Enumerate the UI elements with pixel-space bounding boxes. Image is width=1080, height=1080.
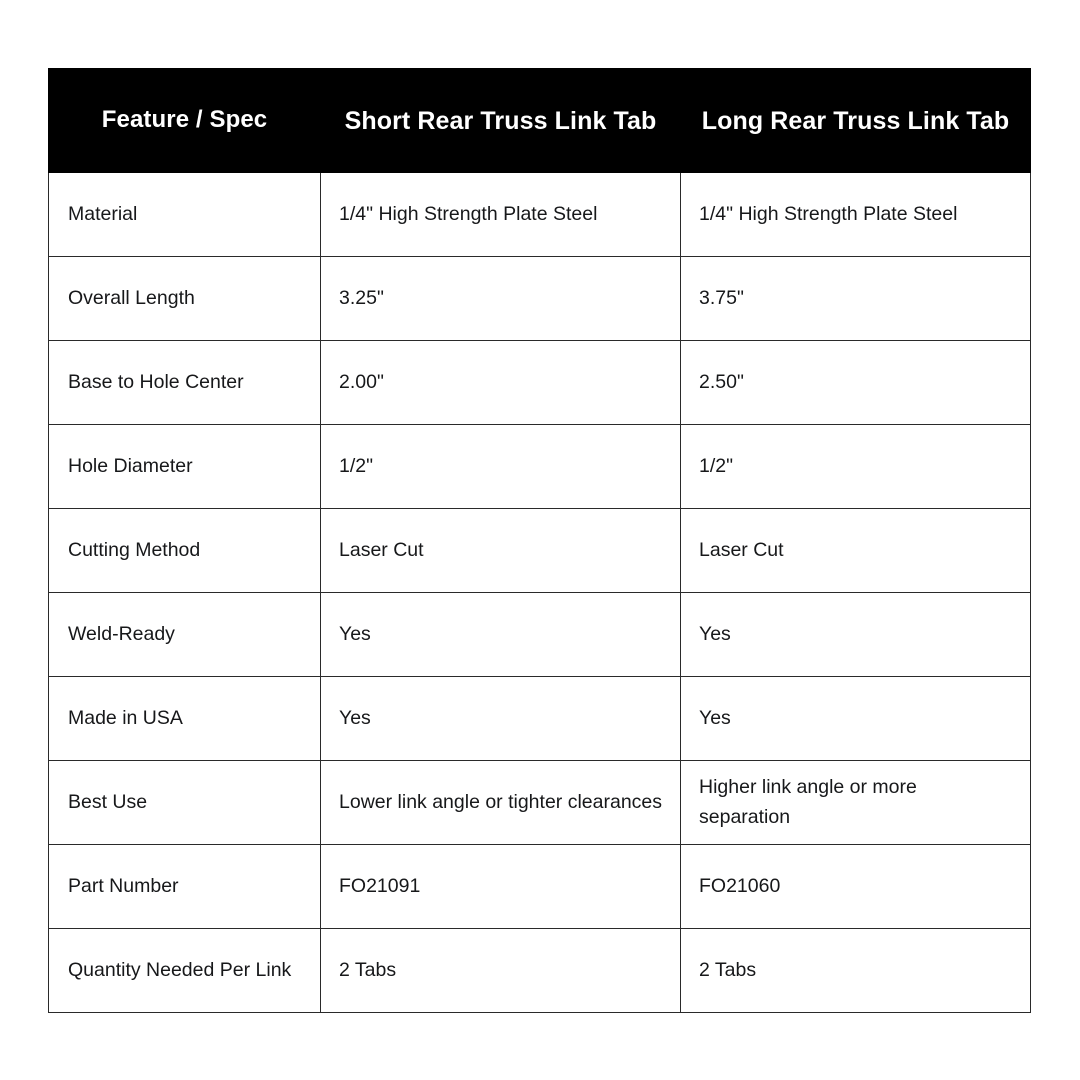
table-row <box>49 257 1031 341</box>
table-row <box>49 929 1031 1013</box>
table-header-row <box>49 69 1031 173</box>
cell-long-hole-diameter: 1/2" <box>681 425 1031 509</box>
cell-short-base-to-hole-center: 2.00" <box>321 341 681 425</box>
cell-short-cutting-method: Laser Cut <box>321 509 681 593</box>
cell-short-part-number: FO21091 <box>321 845 681 929</box>
cell-long-cutting-method: Laser Cut <box>681 509 1031 593</box>
table-row <box>49 593 1031 677</box>
spec-table-container <box>48 68 1030 1013</box>
cell-feature-best-use: Best Use <box>49 761 321 845</box>
cell-short-made-in-usa: Yes <box>321 677 681 761</box>
cell-short-hole-diameter: 1/2" <box>321 425 681 509</box>
cell-short-quantity-needed-per-link: 2 Tabs <box>321 929 681 1013</box>
cell-long-material: 1/4" High Strength Plate Steel <box>681 173 1031 257</box>
table-row <box>49 677 1031 761</box>
cell-feature-base-to-hole-center: Base to Hole Center <box>49 341 321 425</box>
cell-long-overall-length: 3.75" <box>681 257 1031 341</box>
table-row <box>49 341 1031 425</box>
cell-long-part-number: FO21060 <box>681 845 1031 929</box>
table-row <box>49 845 1031 929</box>
column-header-long-rear-truss-link-tab: Long Rear Truss Link Tab <box>681 69 1031 173</box>
table-row <box>49 761 1031 845</box>
table-row <box>49 173 1031 257</box>
cell-feature-made-in-usa: Made in USA <box>49 677 321 761</box>
cell-feature-overall-length: Overall Length <box>49 257 321 341</box>
cell-long-weld-ready: Yes <box>681 593 1031 677</box>
spec-comparison-table <box>48 68 1031 1013</box>
table-header <box>49 69 1031 173</box>
cell-feature-weld-ready: Weld-Ready <box>49 593 321 677</box>
table-row <box>49 509 1031 593</box>
column-header-short-rear-truss-link-tab: Short Rear Truss Link Tab <box>321 69 681 173</box>
cell-short-best-use: Lower link angle or tighter clearances <box>321 761 681 845</box>
cell-long-base-to-hole-center: 2.50" <box>681 341 1031 425</box>
cell-long-quantity-needed-per-link: 2 Tabs <box>681 929 1031 1013</box>
table-body <box>49 173 1031 1013</box>
cell-feature-part-number: Part Number <box>49 845 321 929</box>
cell-long-made-in-usa: Yes <box>681 677 1031 761</box>
cell-long-best-use: Higher link angle or more separation <box>681 761 1031 845</box>
cell-feature-cutting-method: Cutting Method <box>49 509 321 593</box>
column-header-feature: Feature / Spec <box>49 69 321 173</box>
cell-feature-material: Material <box>49 173 321 257</box>
cell-short-overall-length: 3.25" <box>321 257 681 341</box>
cell-feature-quantity-needed-per-link: Quantity Needed Per Link <box>49 929 321 1013</box>
cell-short-weld-ready: Yes <box>321 593 681 677</box>
cell-feature-hole-diameter: Hole Diameter <box>49 425 321 509</box>
table-row <box>49 425 1031 509</box>
cell-short-material: 1/4" High Strength Plate Steel <box>321 173 681 257</box>
